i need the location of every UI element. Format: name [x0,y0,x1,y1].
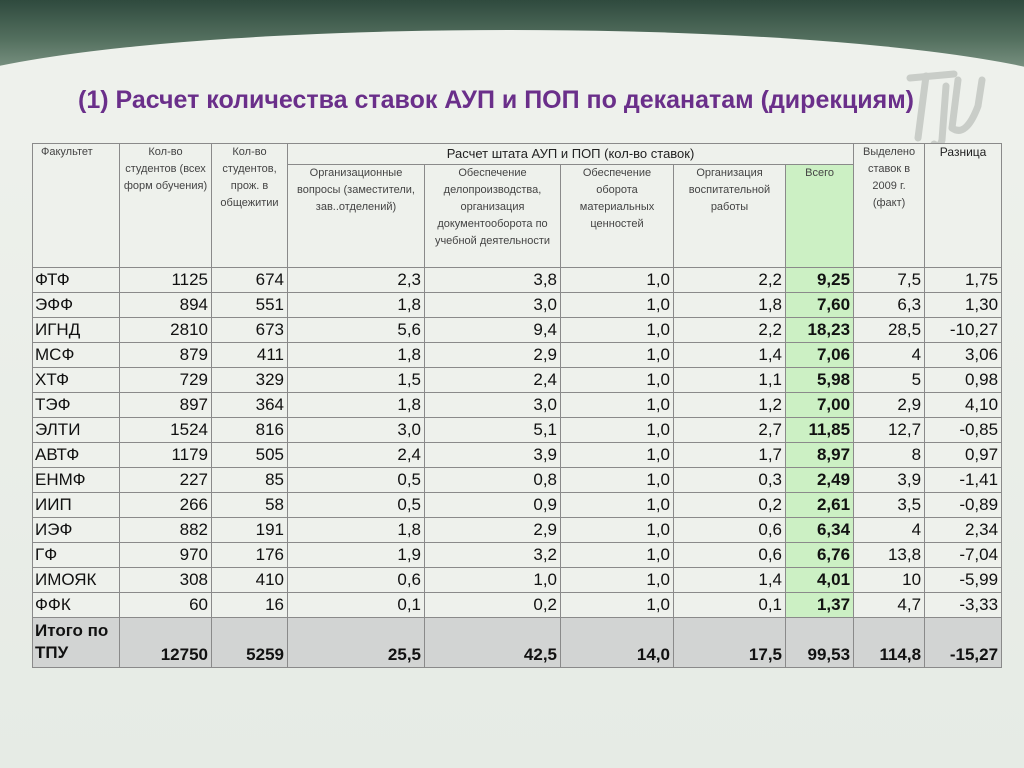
cell-docs: 3,9 [425,443,561,468]
table-row [33,393,1002,418]
table-row [33,468,1002,493]
cell-alloc: 6,3 [854,293,925,318]
cell-total: 5,98 [786,368,854,393]
cell-dorm: 551 [212,293,288,318]
total-cell-diff: -15,27 [925,618,1002,668]
table-row [33,493,1002,518]
cell-edu: 1,8 [674,293,786,318]
cell-diff: 4,10 [925,393,1002,418]
cell-dorm: 673 [212,318,288,343]
cell-material: 1,0 [561,318,674,343]
cell-docs: 3,0 [425,393,561,418]
cell-docs: 9,4 [425,318,561,343]
cell-edu: 1,4 [674,568,786,593]
cell-faculty: ГФ [33,543,120,568]
cell-faculty: ТЭФ [33,393,120,418]
cell-total: 7,60 [786,293,854,318]
table-row [33,268,1002,293]
cell-edu: 0,6 [674,543,786,568]
cell-docs: 2,9 [425,343,561,368]
cell-edu: 1,4 [674,343,786,368]
cell-edu: 0,3 [674,468,786,493]
cell-alloc: 10 [854,568,925,593]
cell-alloc: 4 [854,343,925,368]
table-row [33,343,1002,368]
cell-students: 60 [120,593,212,618]
cell-dorm: 505 [212,443,288,468]
cell-alloc: 2,9 [854,393,925,418]
header-row-top [33,144,1002,165]
cell-org: 2,4 [288,443,425,468]
cell-material: 1,0 [561,593,674,618]
cell-students: 2810 [120,318,212,343]
col-header-students: Кол-во студентов (всех форм обучения) [120,144,212,268]
cell-students: 308 [120,568,212,593]
cell-total: 18,23 [786,318,854,343]
cell-dorm: 364 [212,393,288,418]
cell-faculty: ФФК [33,593,120,618]
cell-org: 3,0 [288,418,425,443]
cell-edu: 0,1 [674,593,786,618]
cell-alloc: 12,7 [854,418,925,443]
col-header-group: Расчет штата АУП и ПОП (кол-во ставок) [288,144,854,165]
cell-diff: 2,34 [925,518,1002,543]
col-header-alloc: Выделено ставок в 2009 г. (факт) [854,144,925,268]
cell-material: 1,0 [561,268,674,293]
cell-docs: 3,2 [425,543,561,568]
cell-docs: 2,9 [425,518,561,543]
cell-total: 6,34 [786,518,854,543]
total-cell-alloc: 114,8 [854,618,925,668]
cell-org: 1,8 [288,393,425,418]
cell-total: 2,49 [786,468,854,493]
cell-material: 1,0 [561,393,674,418]
col-header-faculty: Факультет [33,144,120,268]
cell-diff: -0,85 [925,418,1002,443]
cell-edu: 0,2 [674,493,786,518]
cell-org: 0,5 [288,493,425,518]
cell-faculty: ИЭФ [33,518,120,543]
cell-edu: 2,2 [674,318,786,343]
table-row [33,568,1002,593]
cell-faculty: АВТФ [33,443,120,468]
cell-students: 970 [120,543,212,568]
cell-students: 897 [120,393,212,418]
totals-row [33,618,1002,668]
cell-faculty: ЭЛТИ [33,418,120,443]
table-row [33,518,1002,543]
table-body [33,268,1002,668]
cell-org: 1,8 [288,293,425,318]
cell-material: 1,0 [561,543,674,568]
table-row [33,318,1002,343]
cell-material: 1,0 [561,468,674,493]
cell-alloc: 13,8 [854,543,925,568]
cell-alloc: 3,9 [854,468,925,493]
total-cell-edu: 17,5 [674,618,786,668]
col-header-total: Всего [786,165,854,268]
cell-edu: 0,6 [674,518,786,543]
cell-diff: 3,06 [925,343,1002,368]
cell-total: 4,01 [786,568,854,593]
cell-alloc: 7,5 [854,268,925,293]
cell-alloc: 3,5 [854,493,925,518]
cell-diff: 1,75 [925,268,1002,293]
cell-org: 0,6 [288,568,425,593]
cell-total: 6,76 [786,543,854,568]
table-row [33,418,1002,443]
cell-diff: -10,27 [925,318,1002,343]
cell-dorm: 411 [212,343,288,368]
cell-students: 227 [120,468,212,493]
cell-faculty: МСФ [33,343,120,368]
col-header-docs: Обеспечение делопроизводства, организация документооборота по учебной деятельности [425,165,561,268]
cell-diff: -7,04 [925,543,1002,568]
cell-total: 7,06 [786,343,854,368]
cell-material: 1,0 [561,443,674,468]
cell-material: 1,0 [561,343,674,368]
table-row [33,593,1002,618]
cell-alloc: 5 [854,368,925,393]
cell-material: 1,0 [561,568,674,593]
total-cell-total: 99,53 [786,618,854,668]
table-row [33,293,1002,318]
cell-alloc: 8 [854,443,925,468]
cell-material: 1,0 [561,418,674,443]
cell-diff: -0,89 [925,493,1002,518]
cell-edu: 2,2 [674,268,786,293]
total-cell-dorm: 5259 [212,618,288,668]
cell-students: 1179 [120,443,212,468]
cell-dorm: 410 [212,568,288,593]
cell-total: 8,97 [786,443,854,468]
cell-alloc: 4 [854,518,925,543]
cell-faculty: ЭФФ [33,293,120,318]
cell-diff: 0,97 [925,443,1002,468]
cell-total: 2,61 [786,493,854,518]
cell-dorm: 16 [212,593,288,618]
cell-org: 2,3 [288,268,425,293]
cell-edu: 2,7 [674,418,786,443]
cell-docs: 3,8 [425,268,561,293]
cell-diff: 1,30 [925,293,1002,318]
cell-students: 879 [120,343,212,368]
cell-students: 894 [120,293,212,318]
cell-edu: 1,7 [674,443,786,468]
col-header-material: Обеспечение оборота материальных ценностей [561,165,674,268]
cell-students: 729 [120,368,212,393]
cell-org: 0,5 [288,468,425,493]
cell-faculty: ХТФ [33,368,120,393]
col-header-edu: Организация воспитательной работы [674,165,786,268]
cell-material: 1,0 [561,368,674,393]
cell-dorm: 191 [212,518,288,543]
cell-org: 5,6 [288,318,425,343]
table-row [33,543,1002,568]
staff-calculation-table [32,143,1002,668]
cell-docs: 3,0 [425,293,561,318]
total-cell-faculty: Итого по ТПУ [33,618,120,668]
total-cell-material: 14,0 [561,618,674,668]
cell-alloc: 28,5 [854,318,925,343]
cell-dorm: 85 [212,468,288,493]
cell-docs: 1,0 [425,568,561,593]
cell-diff: -1,41 [925,468,1002,493]
cell-docs: 0,2 [425,593,561,618]
cell-docs: 5,1 [425,418,561,443]
cell-org: 1,9 [288,543,425,568]
cell-edu: 1,2 [674,393,786,418]
total-cell-students: 12750 [120,618,212,668]
cell-dorm: 176 [212,543,288,568]
table-row [33,368,1002,393]
cell-material: 1,0 [561,493,674,518]
cell-org: 0,1 [288,593,425,618]
cell-students: 1125 [120,268,212,293]
total-cell-org: 25,5 [288,618,425,668]
cell-students: 266 [120,493,212,518]
cell-diff: -3,33 [925,593,1002,618]
cell-material: 1,0 [561,518,674,543]
table-row [33,443,1002,468]
cell-faculty: ИГНД [33,318,120,343]
cell-dorm: 816 [212,418,288,443]
cell-org: 1,5 [288,368,425,393]
slide-title: (1) Расчет количества ставок АУП и ПОП по деканатам (дирекциям) [78,86,915,114]
cell-docs: 0,8 [425,468,561,493]
cell-diff: -5,99 [925,568,1002,593]
cell-total: 1,37 [786,593,854,618]
cell-docs: 2,4 [425,368,561,393]
tpu-logo-icon [896,66,988,150]
cell-alloc: 4,7 [854,593,925,618]
cell-total: 11,85 [786,418,854,443]
cell-dorm: 58 [212,493,288,518]
cell-dorm: 329 [212,368,288,393]
cell-faculty: ИИП [33,493,120,518]
col-header-dorm: Кол-во студентов, прож. в общежитии [212,144,288,268]
cell-org: 1,8 [288,343,425,368]
col-header-diff: Разница [925,144,1002,268]
cell-students: 882 [120,518,212,543]
cell-total: 7,00 [786,393,854,418]
cell-faculty: ЕНМФ [33,468,120,493]
cell-diff: 0,98 [925,368,1002,393]
col-header-org: Организационные вопросы (заместители, зав..отделений) [288,165,425,268]
cell-docs: 0,9 [425,493,561,518]
total-cell-docs: 42,5 [425,618,561,668]
cell-faculty: ИМОЯК [33,568,120,593]
cell-org: 1,8 [288,518,425,543]
cell-material: 1,0 [561,293,674,318]
cell-edu: 1,1 [674,368,786,393]
cell-total: 9,25 [786,268,854,293]
cell-faculty: ФТФ [33,268,120,293]
cell-dorm: 674 [212,268,288,293]
cell-students: 1524 [120,418,212,443]
